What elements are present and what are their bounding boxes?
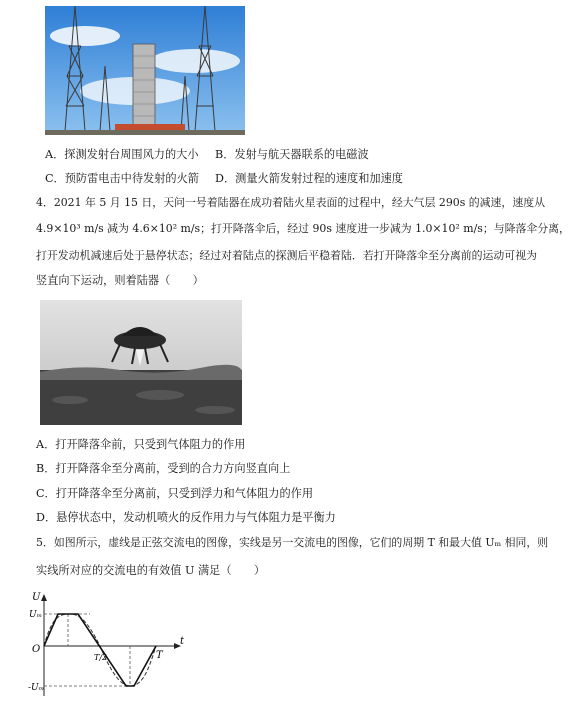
period-label: T — [156, 650, 163, 661]
ac-voltage-graph — [30, 592, 190, 700]
origin-label: O — [32, 644, 41, 655]
solid-waveform — [44, 614, 156, 686]
q4-stem-line-4: 竖直向下运动，则着陆器（ ） — [36, 274, 204, 287]
q4-stem-line-1: 4．2021 年 5 月 15 日，天问一号着陆器在成功着陆火星表面的过程中，经大气层 290s 的减速，速度从 — [36, 196, 545, 209]
q3-option-a: A．探测发射台周围风力的大小 — [45, 148, 199, 161]
q5-stem-line-2: 实线所对应的交流电的有效值 U 满足（ ） — [36, 564, 266, 577]
q3-option-d: D．测量火箭发射过程的速度和加速度 — [215, 172, 403, 185]
q3-option-c: C．预防雷电击中待发射的火箭 — [45, 172, 199, 185]
half-period-label: T/2 — [94, 653, 108, 662]
mars-lander-photo — [40, 300, 242, 425]
q4-stem-line-3: 打开发动机减速后处于悬停状态；经过对着陆点的探测后平稳着陆．若打开降落伞至分离前的运动可视为 — [36, 249, 537, 262]
launch-tower-photo — [45, 6, 245, 135]
umax-label: Uₘ — [29, 610, 43, 620]
y-axis-label: U — [32, 592, 41, 603]
neg-umax-label: -Uₘ — [28, 683, 45, 693]
q4-option-a: A．打开降落伞前，只受到气体阻力的作用 — [36, 438, 246, 451]
q4-option-c: C．打开降落伞至分离前，只受到浮力和气体阻力的作用 — [36, 487, 314, 500]
t-axis-label: t — [180, 636, 185, 647]
q5-stem-line-1: 5．如图所示，虚线是正弦交流电的图像，实线是另一交流电的图像，它们的周期 T 和最大值 Uₘ 相同，则 — [36, 536, 549, 549]
q4-option-d: D．悬停状态中，发动机喷火的反作用力与气体阻力是平衡力 — [36, 511, 336, 524]
y-axis-arrow — [41, 594, 47, 601]
q4-stem-line-2: 4.9×10³ m/s 减为 4.6×10² m/s；打开降落伞后，经过 90s 速度进一步减为 1.0×10² m/s；与降落伞分离， — [36, 222, 570, 235]
q4-option-b: B．打开降落伞至分离前，受到的合力方向竖直向上 — [36, 462, 291, 475]
q3-option-b: B．发射与航天器联系的电磁波 — [215, 148, 369, 161]
